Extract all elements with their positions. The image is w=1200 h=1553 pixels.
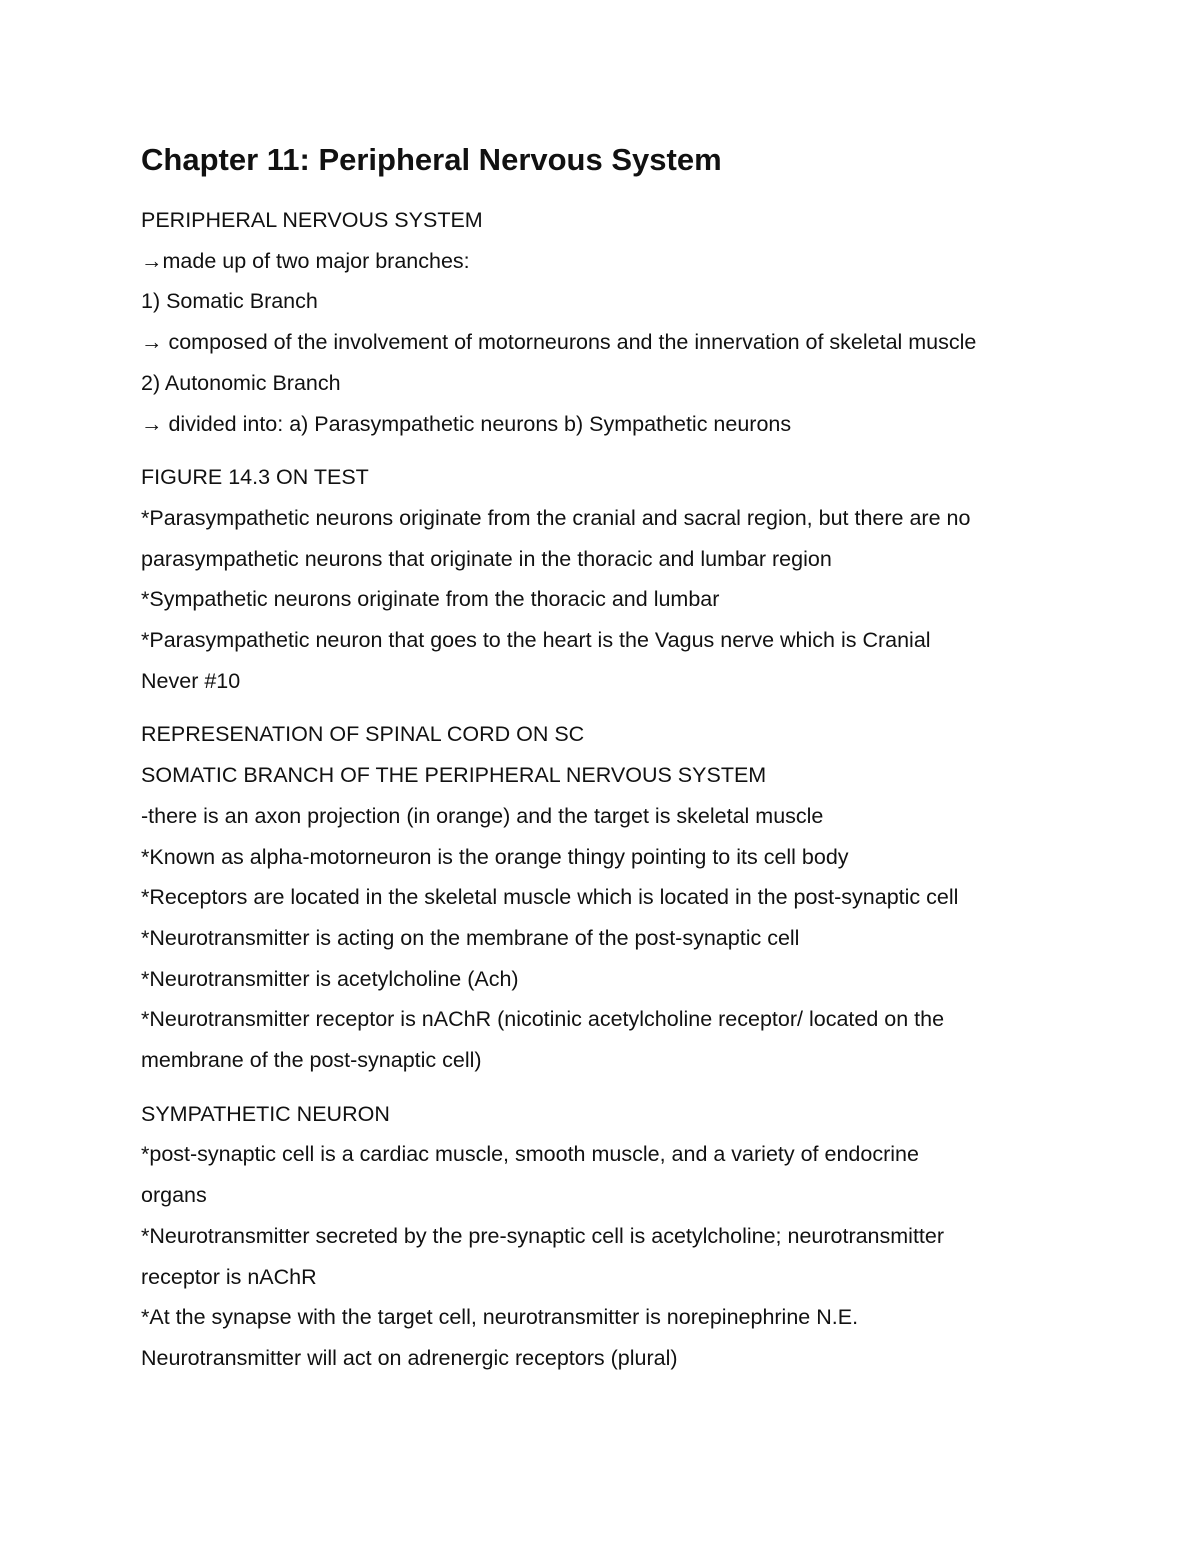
text-line: membrane of the post-synaptic cell) (141, 1048, 482, 1073)
text-line: 1) Somatic Branch (141, 289, 318, 314)
page-title: Chapter 11: Peripheral Nervous System (141, 142, 722, 177)
text-line: *Parasympathetic neurons originate from the cranial and sacral region, but there are no (141, 505, 971, 530)
section-heading: SYMPATHETIC NEURON (141, 1101, 390, 1126)
text-line: *Sympathetic neurons originate from the thoracic and lumbar (141, 587, 720, 612)
text-line: →made up of two major branches: (141, 248, 470, 273)
section-figure-14-3 (141, 457, 1101, 701)
text-line: *Neurotransmitter is acetylcholine (Ach) (141, 966, 519, 991)
document-page (141, 138, 1101, 1392)
text-line: *Known as alpha-motorneuron is the orange thingy pointing to its cell body (141, 844, 849, 869)
section-heading: FIGURE 14.3 ON TEST (141, 465, 369, 490)
section-heading: PERIPHERAL NERVOUS SYSTEM (141, 208, 483, 232)
text-line: *Neurotransmitter secreted by the pre-synaptic cell is acetylcholine; neurotransmitter (141, 1223, 945, 1248)
text-line: Never #10 (141, 668, 241, 693)
section-heading: REPRESENATION OF SPINAL CORD ON SC (141, 722, 585, 747)
text-line: *At the synapse with the target cell, neurotransmitter is norepinephrine N.E. (141, 1305, 859, 1330)
text-line: → composed of the involvement of motorneurons and the innervation of skeletal muscle (141, 330, 977, 355)
text-line: *Receptors are located in the skeletal muscle which is located in the post-synaptic cell (141, 885, 959, 910)
section-peripheral-nervous-system (141, 200, 1101, 444)
section-sympathetic-neuron (141, 1094, 1101, 1379)
text-line: 2) Autonomic Branch (141, 370, 341, 395)
text-line: *Neurotransmitter receptor is nAChR (nicotinic acetylcholine receptor/ located on the (141, 1007, 945, 1032)
text-line: organs (141, 1183, 207, 1208)
text-line: -there is an axon projection (in orange) and the target is skeletal muscle (141, 803, 824, 828)
text-line: Neurotransmitter will act on adrenergic receptors (plural) (141, 1345, 678, 1370)
section-spinal-cord-representation (141, 714, 1101, 1080)
text-line: receptor is nAChR (141, 1264, 317, 1289)
text-line: *post-synaptic cell is a cardiac muscle, smooth muscle, and a variety of endocrine (141, 1142, 919, 1167)
section-subheading: SOMATIC BRANCH OF THE PERIPHERAL NERVOUS SYSTEM (141, 763, 767, 788)
text-line: *Parasympathetic neuron that goes to the heart is the Vagus nerve which is Cranial (141, 628, 931, 653)
text-line: *Neurotransmitter is acting on the membrane of the post-synaptic cell (141, 925, 800, 950)
text-line: → divided into: a) Parasympathetic neurons b) Sympathetic neurons (141, 411, 792, 436)
text-line: parasympathetic neurons that originate in the thoracic and lumbar region (141, 546, 832, 571)
